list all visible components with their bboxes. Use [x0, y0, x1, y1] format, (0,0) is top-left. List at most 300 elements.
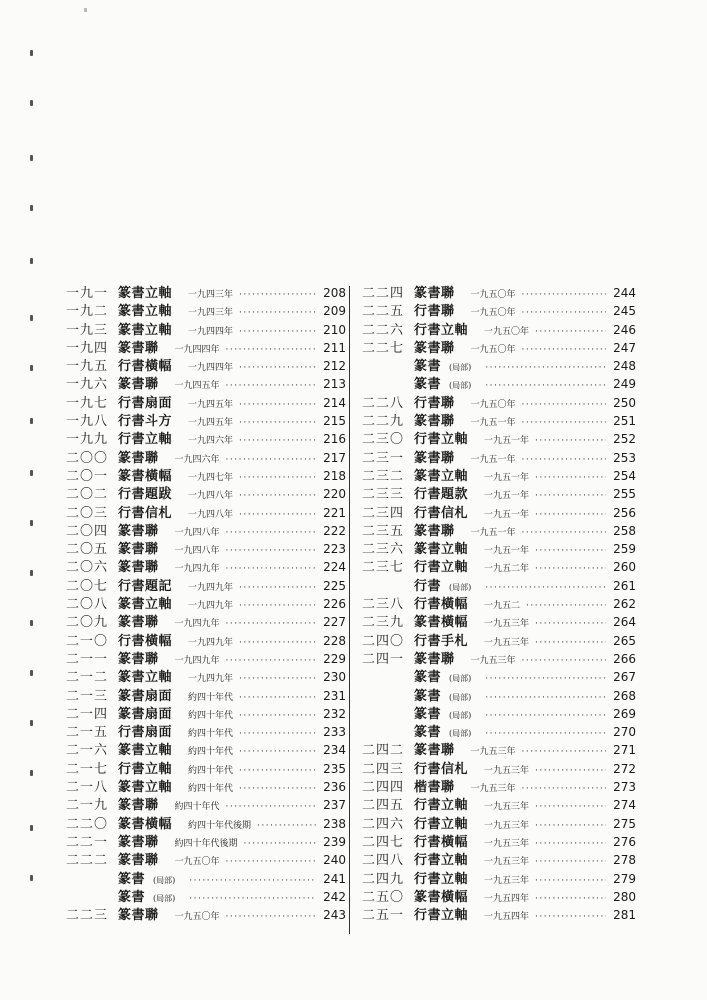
dot-leader: [239, 762, 316, 780]
entry-date: 一九五三年: [484, 838, 530, 849]
entry-page-number: 235: [323, 761, 346, 776]
toc-entry: [362, 412, 636, 430]
entry-note: (局部): [449, 674, 472, 684]
toc-entry: [66, 833, 346, 851]
entry-date: 一九四九年: [174, 655, 220, 666]
toc-entry: [362, 741, 636, 759]
entry-number: 二四二: [362, 743, 405, 759]
entry-date: 一九五三年: [484, 875, 530, 886]
entry-date: 一九五一年: [484, 491, 530, 502]
entry-date: 一九五三年: [484, 857, 530, 868]
entry-page-number: 220: [323, 487, 346, 502]
entry-date: 一九五一年: [484, 546, 530, 557]
dot-leader: [239, 597, 316, 615]
entry-page-number: 218: [323, 468, 346, 483]
entry-title: 篆書立軸: [118, 322, 173, 338]
entry-page-number: 255: [613, 487, 636, 502]
dot-leader: [226, 560, 316, 578]
binding-hole-mark: [30, 720, 33, 726]
entry-number: 二四九: [362, 871, 405, 887]
dot-leader: [522, 652, 606, 670]
entry-page-number: 246: [613, 322, 636, 337]
toc-entry: [362, 540, 636, 558]
entry-date: 一九四九年: [174, 619, 220, 630]
dot-leader: [535, 798, 606, 816]
entry-number: 二二三: [66, 908, 109, 924]
dot-leader: [526, 597, 606, 615]
toc-entry: [362, 485, 636, 503]
entry-date: 一九四八年: [174, 527, 220, 538]
entry-date: 一九五〇年: [174, 857, 220, 868]
dot-leader: [189, 872, 316, 890]
entry-title: 篆書: [414, 725, 442, 741]
entry-title: 篆書聯: [118, 340, 159, 356]
entry-page-number: 213: [323, 377, 346, 392]
entry-page-number: 281: [613, 908, 636, 923]
entry-number: 二四四: [362, 780, 405, 796]
dot-leader: [239, 506, 316, 524]
entry-page-number: 245: [613, 304, 636, 319]
entry-page-number: 225: [323, 578, 346, 593]
dot-leader: [535, 506, 606, 524]
entry-title: 行書立軸: [414, 432, 469, 448]
dot-leader: [239, 780, 316, 798]
entry-title: 篆書立軸: [118, 286, 173, 301]
entry-page-number: 251: [613, 414, 636, 429]
entry-page-number: 254: [613, 468, 636, 483]
entry-title: 篆書聯: [118, 834, 159, 850]
dot-leader: [239, 396, 316, 414]
entry-title: 篆書聯: [414, 286, 455, 301]
binding-hole-mark: [30, 520, 33, 526]
entry-page-number: 243: [323, 908, 346, 923]
entry-number: 一九八: [66, 414, 109, 430]
dot-leader: [244, 835, 316, 853]
toc-entry: [362, 906, 636, 924]
entry-date: 一九四五年: [188, 399, 234, 410]
entry-number: 二三一: [362, 450, 405, 466]
toc-entry: [362, 613, 636, 631]
entry-title: 篆書立軸: [118, 780, 173, 796]
entry-number: 二二〇: [66, 816, 109, 832]
toc-entry: [66, 430, 346, 448]
toc-entry: [362, 577, 636, 595]
entry-page-number: 239: [323, 834, 346, 849]
entry-date: 一九五四年: [484, 893, 530, 904]
dot-leader: [522, 524, 606, 542]
toc-entry: [362, 302, 636, 320]
entry-page-number: 247: [613, 340, 636, 355]
entry-date: 約四十年代: [188, 729, 234, 740]
toc-entry: [362, 430, 636, 448]
binding-hole-mark: [30, 365, 33, 371]
entry-title: 篆書立軸: [414, 468, 469, 484]
dot-leader: [226, 652, 316, 670]
dot-leader: [239, 286, 316, 304]
entry-number: 二〇一: [66, 468, 109, 484]
toc-entry: [66, 888, 346, 906]
dot-leader: [485, 377, 606, 395]
toc-entry: [66, 522, 346, 540]
entry-date: 一九四四年: [188, 363, 234, 374]
entry-title: 篆書聯: [414, 340, 455, 356]
dot-leader: [485, 579, 606, 597]
dot-leader: [522, 396, 606, 414]
entry-title: 行書題款: [414, 487, 469, 503]
entry-number: 二三五: [362, 523, 405, 539]
entry-date: 一九四六年: [174, 454, 220, 465]
toc-entry: [66, 870, 346, 888]
toc-entry: [362, 595, 636, 613]
entry-number: 二四六: [362, 816, 405, 832]
entry-title: 篆書聯: [118, 615, 159, 631]
dot-leader: [239, 743, 316, 761]
toc-entry: [66, 540, 346, 558]
entry-date: 一九五三年: [484, 765, 530, 776]
entry-page-number: 272: [613, 761, 636, 776]
entry-title: 楷書聯: [414, 780, 455, 796]
toc-entry: [362, 888, 636, 906]
dot-leader: [239, 634, 316, 652]
entry-number: 一九四: [66, 340, 109, 356]
toc-entry: [362, 833, 636, 851]
entry-title: 篆書聯: [414, 414, 455, 430]
dot-leader: [226, 451, 316, 469]
entry-number: 二一八: [66, 780, 109, 796]
entry-title: 篆書立軸: [414, 542, 469, 558]
entry-title: 篆書橫幅: [118, 468, 173, 484]
entry-date: 一九五三年: [484, 637, 530, 648]
entry-date: 一九四九年: [188, 637, 234, 648]
entry-title: 篆書: [414, 377, 442, 393]
entry-title: 行書: [414, 578, 442, 594]
entry-number: 二四三: [362, 761, 405, 777]
entry-number: 二三四: [362, 505, 405, 521]
entry-page-number: 276: [613, 834, 636, 849]
entry-title: 篆書: [414, 706, 442, 722]
dot-leader: [239, 579, 316, 597]
dot-leader: [535, 323, 606, 341]
entry-number: 一九五: [66, 359, 109, 375]
toc-entry: [66, 577, 346, 595]
entry-page-number: 240: [323, 853, 346, 868]
entry-title: 行書橫幅: [118, 359, 173, 375]
toc-entry: [66, 650, 346, 668]
entry-page-number: 222: [323, 523, 346, 538]
dot-leader: [535, 853, 606, 871]
entry-number: 二一七: [66, 761, 109, 777]
entry-note: (局部): [449, 582, 472, 592]
entry-note: (局部): [449, 729, 472, 739]
entry-page-number: 238: [323, 816, 346, 831]
entry-title: 篆書聯: [414, 450, 455, 466]
binding-hole-mark: [30, 418, 33, 424]
dot-leader: [485, 725, 606, 743]
entry-title: 行書立軸: [118, 761, 173, 777]
toc-entry: [66, 321, 346, 339]
entry-title: 行書題跋: [118, 487, 173, 503]
entry-page-number: 237: [323, 798, 346, 813]
entry-title: 篆書聯: [118, 560, 159, 576]
entry-title: 行書聯: [414, 304, 455, 320]
entry-title: 篆書橫幅: [118, 816, 173, 832]
entry-page-number: 256: [613, 505, 636, 520]
toc-entry: [362, 339, 636, 357]
entry-title: 行書立軸: [414, 871, 469, 887]
toc-entry: [66, 375, 346, 393]
toc-entry: [362, 394, 636, 412]
entry-number: 二一五: [66, 725, 109, 741]
entry-number: 二二九: [362, 414, 405, 430]
entry-title: 行書扇面: [118, 395, 173, 411]
toc-entry: [66, 284, 346, 302]
entry-page-number: 262: [613, 597, 636, 612]
dot-leader: [226, 377, 316, 395]
dot-leader: [239, 689, 316, 707]
dot-leader: [226, 798, 316, 816]
entry-date: 一九五一年: [470, 527, 516, 538]
entry-date: 一九四四年: [188, 326, 234, 337]
column-divider: [349, 286, 350, 934]
entry-number: 二〇八: [66, 597, 109, 613]
entry-page-number: 226: [323, 597, 346, 612]
toc-entry: [362, 851, 636, 869]
dot-leader: [239, 414, 316, 432]
entry-page-number: 230: [323, 670, 346, 685]
dot-leader: [535, 469, 606, 487]
entry-note: (局部): [153, 893, 176, 903]
entry-page-number: 249: [613, 377, 636, 392]
entry-number: 二五〇: [362, 889, 405, 905]
toc-entry: [362, 284, 636, 302]
entry-title: 行書立軸: [414, 816, 469, 832]
dot-leader: [535, 908, 606, 926]
binding-hole-mark: [30, 315, 33, 321]
entry-date: 一九四九年: [188, 601, 234, 612]
dot-leader: [535, 890, 606, 908]
entry-page-number: 268: [613, 688, 636, 703]
entry-page-number: 217: [323, 450, 346, 465]
entry-page-number: 228: [323, 633, 346, 648]
entry-date: 一九五〇年: [174, 912, 220, 923]
entry-number: 二四八: [362, 853, 405, 869]
toc-entry: [66, 760, 346, 778]
entry-title: 行書信札: [414, 761, 469, 777]
entry-number: 二一二: [66, 670, 109, 686]
dot-leader: [239, 707, 316, 725]
entry-date: 一九五〇年: [470, 290, 516, 300]
dot-leader: [535, 835, 606, 853]
dot-leader: [239, 670, 316, 688]
entry-title: 行書橫幅: [118, 633, 173, 649]
entry-title: 篆書聯: [414, 743, 455, 759]
entry-number: 二一一: [66, 651, 109, 667]
entry-date: 一九五三年: [484, 619, 530, 630]
entry-page-number: 223: [323, 542, 346, 557]
entry-date: 一九四九年: [174, 564, 220, 575]
entry-date: 一九五〇年: [484, 326, 530, 337]
dot-leader: [535, 634, 606, 652]
toc-entry: [362, 321, 636, 339]
entry-title: 行書斗方: [118, 414, 173, 430]
entry-page-number: 275: [613, 816, 636, 831]
entry-page-number: 250: [613, 395, 636, 410]
entry-date: 一九五〇年: [470, 344, 516, 355]
toc-entry: [66, 558, 346, 576]
entry-title: 行書聯: [414, 395, 455, 411]
entry-number: 二四七: [362, 834, 405, 850]
entry-title: 篆書立軸: [118, 743, 173, 759]
binding-hole-mark: [30, 620, 33, 626]
entry-note: (局部): [449, 692, 472, 702]
entry-number: 二一六: [66, 743, 109, 759]
toc-entry: [66, 687, 346, 705]
entry-page-number: 274: [613, 798, 636, 813]
toc-entry: [66, 613, 346, 631]
dot-leader: [522, 743, 606, 761]
entry-page-number: 224: [323, 560, 346, 575]
entry-number: 二二五: [362, 304, 405, 320]
entry-date: 一九五一年: [484, 436, 530, 447]
entry-title: 篆書聯: [118, 377, 159, 393]
entry-date: 一九五一年: [470, 454, 516, 465]
toc-entry: [66, 412, 346, 430]
entry-page-number: 234: [323, 743, 346, 758]
entry-number: 二一九: [66, 798, 109, 814]
entry-number: 二三八: [362, 597, 405, 613]
entry-number: 一九七: [66, 395, 109, 411]
toc-entry: [66, 302, 346, 320]
entry-page-number: 266: [613, 651, 636, 666]
entry-number: 二四〇: [362, 633, 405, 649]
toc-entry: [66, 449, 346, 467]
entry-number: 一九二: [66, 304, 109, 320]
dot-leader: [535, 872, 606, 890]
entry-title: 篆書: [414, 688, 442, 704]
entry-date: 一九四五年: [174, 381, 220, 392]
entry-date: 約四十年代後期: [174, 838, 238, 849]
entry-title: 行書手札: [414, 633, 469, 649]
entry-title: 篆書: [414, 359, 442, 375]
toc-entry: [362, 504, 636, 522]
toc-entry: [362, 723, 636, 741]
toc-entry: [66, 357, 346, 375]
binding-hole-mark: [30, 205, 33, 211]
entry-page-number: 210: [323, 322, 346, 337]
dot-leader: [522, 780, 606, 798]
entry-page-number: 273: [613, 780, 636, 795]
entry-title: 篆書立軸: [118, 597, 173, 613]
entry-page-number: 216: [323, 432, 346, 447]
entry-title: 篆書聯: [118, 542, 159, 558]
toc-entry: [66, 906, 346, 924]
dot-leader: [485, 689, 606, 707]
toc-entry: [362, 778, 636, 796]
entry-number: 二一三: [66, 688, 109, 704]
dot-leader: [535, 560, 606, 578]
binding-hole-mark: [30, 825, 33, 831]
entry-number: 二〇二: [66, 487, 109, 503]
dot-leader: [522, 414, 606, 432]
toc-entry: [66, 632, 346, 650]
binding-hole-mark: [30, 770, 33, 776]
toc-entry: [362, 558, 636, 576]
dot-leader: [535, 817, 606, 835]
entry-date: 約四十年代: [188, 784, 234, 795]
toc-entry: [66, 851, 346, 869]
toc-entry: [66, 815, 346, 833]
entry-title: 篆書扇面: [118, 688, 173, 704]
binding-hole-mark: [30, 50, 33, 56]
entry-date: 一九四八年: [188, 509, 234, 520]
entry-title: 篆書立軸: [118, 304, 173, 320]
entry-number: 二〇三: [66, 505, 109, 521]
entry-page-number: 221: [323, 505, 346, 520]
entry-number: 二三九: [362, 615, 405, 631]
entry-page-number: 208: [323, 286, 346, 300]
dot-leader: [535, 432, 606, 450]
toc-entry: [66, 741, 346, 759]
entry-title: 行書立軸: [414, 798, 469, 814]
entry-title: 篆書: [118, 871, 146, 887]
entry-number: 二三七: [362, 560, 405, 576]
entry-title: 篆書聯: [118, 798, 159, 814]
entry-date: 一九四九年: [188, 582, 234, 593]
entry-date: 一九四六年: [188, 436, 234, 447]
dot-leader: [239, 469, 316, 487]
binding-hole-mark: [30, 875, 33, 881]
toc-entry: [66, 723, 346, 741]
toc-entry: [66, 504, 346, 522]
entry-page-number: 261: [613, 578, 636, 593]
entry-page-number: 258: [613, 523, 636, 538]
entry-title: 篆書聯: [414, 651, 455, 667]
dot-leader: [239, 359, 316, 377]
entry-title: 行書立軸: [414, 560, 469, 576]
dot-leader: [226, 853, 316, 871]
dot-leader: [226, 542, 316, 560]
entry-title: 篆書扇面: [118, 706, 173, 722]
entry-date: 一九五〇年: [470, 399, 516, 410]
binding-hole-mark: [30, 258, 33, 264]
entry-page-number: 215: [323, 414, 346, 429]
toc-entry: [362, 650, 636, 668]
entry-page-number: 211: [323, 340, 346, 355]
entry-date: 一九四三年: [188, 308, 234, 319]
toc-entry: [362, 467, 636, 485]
entry-page-number: 214: [323, 395, 346, 410]
entry-page-number: 212: [323, 359, 346, 374]
entry-page-number: 241: [323, 871, 346, 886]
entry-page-number: 269: [613, 706, 636, 721]
entry-date: 一九五三年: [484, 820, 530, 831]
entry-page-number: 267: [613, 670, 636, 685]
entry-title: 行書立軸: [414, 853, 469, 869]
entry-title: 篆書聯: [118, 523, 159, 539]
dot-leader: [239, 432, 316, 450]
toc-entry: [66, 705, 346, 723]
dot-leader: [535, 487, 606, 505]
entry-number: 二〇四: [66, 523, 109, 539]
entry-number: 一九六: [66, 377, 109, 393]
toc-entry: [362, 760, 636, 778]
dot-leader: [535, 542, 606, 560]
toc-entry: [362, 449, 636, 467]
dot-leader: [522, 304, 606, 322]
entry-date: 約四十年代: [188, 710, 234, 721]
entry-title: 篆書聯: [118, 651, 159, 667]
toc-right-column: [362, 284, 636, 924]
